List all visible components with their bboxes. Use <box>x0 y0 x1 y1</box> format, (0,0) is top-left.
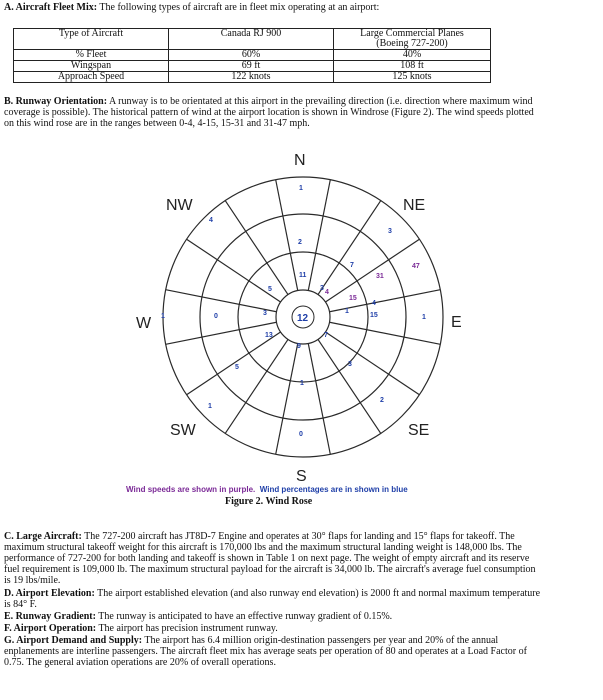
percentage-label: 2 <box>380 397 384 404</box>
percentage-label: 3 <box>388 228 392 235</box>
legend-speed-text: Wind speeds are shown in purple. <box>126 485 256 494</box>
table-cell: 69 ft <box>169 61 334 72</box>
section-d-paragraph <box>4 588 598 610</box>
percentage-label: 3 <box>348 361 352 368</box>
section-c-line: maximum structural takeoff weight for this aircraft is 170,000 lbs and the maximum structural landing weight is 148,000 lbs. The <box>4 542 522 553</box>
spoke-line <box>187 239 281 302</box>
table-cell: 122 knots <box>169 72 334 83</box>
fleet-mix-table <box>13 28 491 83</box>
table-header-line: Large Commercial Planes <box>360 28 464 39</box>
section-d-line: is 84° F. <box>4 599 37 610</box>
spoke-line <box>318 339 381 433</box>
spoke-line <box>276 343 298 454</box>
speed-label-47: 47 <box>412 263 420 270</box>
percentage-label: 0 <box>299 431 303 438</box>
spoke-line <box>166 322 277 344</box>
table-cell: 60% <box>169 50 334 61</box>
percentage-label: 3 <box>263 310 267 317</box>
direction-n: N <box>294 152 306 169</box>
spoke-line <box>276 180 298 291</box>
spoke-line <box>308 180 330 291</box>
section-g-line: enplanements are interline passengers. The aircraft fleet mix has average seats per operation of 80 and operates at a Load Factor of <box>4 646 527 657</box>
legend-percent-text: Wind percentages are in shown in blue <box>259 485 408 494</box>
percentage-label: 1 <box>422 314 426 321</box>
section-c-line: fuel requirement is 109,000 lb. The maximum structural payload for the aircraft is 34,000 lb. The aircraft's average fuel consumption <box>4 564 536 575</box>
table-header-cell <box>334 29 491 50</box>
table-cell: 40% <box>334 50 491 61</box>
table-cell: 108 ft <box>334 61 491 72</box>
section-d-text: The airport established elevation (and also runway end elevation) is 2000 ft and normal maximum temperature <box>94 588 541 599</box>
percentage-label: 1 <box>208 403 212 410</box>
spoke-line <box>325 332 419 395</box>
section-b-paragraph <box>4 96 598 129</box>
spoke-line <box>329 322 440 344</box>
percentage-label: 7 <box>350 262 354 269</box>
section-c-line <box>4 531 598 542</box>
section-b-heading: B. Runway Orientation: <box>4 96 108 107</box>
direction-w: W <box>136 315 152 332</box>
percentage-label: 5 <box>268 286 272 293</box>
section-c-text: The 727-200 aircraft has JT8D-7 Engine and operates at 30° flaps for landing and 15° flaps for takeoff. The <box>81 531 515 542</box>
section-c-line: performance of 727-200 for both landing and takeoff is shown in Table 1 on next page. The weight of empty aircraft and its reserve <box>4 553 530 564</box>
speed-label-31: 31 <box>376 273 384 280</box>
table-row <box>14 72 491 83</box>
section-g-line <box>4 635 598 646</box>
table-cell: Wingspan <box>14 61 169 72</box>
section-b-line: coverage is possible). The historical pattern of wind at the airport location is shown in Windrose (Figure 2). The wind speeds plotted <box>4 107 534 118</box>
percentage-label: 13 <box>265 332 273 339</box>
direction-s: S <box>296 468 307 484</box>
direction-nw: NW <box>166 197 193 214</box>
percentage-label: 0 <box>214 313 218 320</box>
table-cell: 125 knots <box>334 72 491 83</box>
percentage-label: 3 <box>320 285 324 292</box>
section-b-line <box>4 96 598 107</box>
table-header-cell: Canada RJ 900 <box>169 29 334 50</box>
section-a-line <box>4 2 379 13</box>
speed-label-15: 15 <box>349 295 357 302</box>
section-a-text: The following types of aircraft are in fleet mix operating at an airport: <box>97 2 380 13</box>
spoke-line <box>308 343 330 454</box>
direction-se: SE <box>408 422 430 439</box>
percentage-label: 15 <box>370 312 378 319</box>
table-cell: Approach Speed <box>14 72 169 83</box>
center-percentage: 12 <box>297 313 309 324</box>
spoke-line <box>225 201 288 295</box>
section-g-paragraph <box>4 635 598 668</box>
percentage-label: 4 <box>372 300 376 307</box>
percentage-label: 9 <box>297 343 301 350</box>
direction-e: E <box>451 314 462 331</box>
wind-rose-figure <box>118 150 488 484</box>
table-cell: % Fleet <box>14 50 169 61</box>
percentage-label: 1 <box>161 313 165 320</box>
spoke-line <box>187 332 281 395</box>
percentage-label: 1 <box>299 185 303 192</box>
section-d-heading: D. Airport Elevation: <box>4 588 95 599</box>
spoke-line <box>318 201 381 295</box>
table-header-cell: Type of Aircraft <box>14 29 169 50</box>
section-e-heading: E. Runway Gradient: <box>4 611 96 622</box>
section-e-line <box>4 611 392 622</box>
percentage-label: 1 <box>300 380 304 387</box>
section-f-line <box>4 623 278 634</box>
percentage-label: 7 <box>324 332 328 339</box>
section-b-text: A runway is to be orientated at this airport in the prevailing direction (i.e. direction where maximum wind <box>107 96 533 107</box>
speed-label-4: 4 <box>325 289 329 296</box>
section-g-line: 0.75. The general aviation operations are 20% of overall operations. <box>4 657 276 668</box>
spoke-line <box>166 290 277 312</box>
section-f-heading: F. Airport Operation: <box>4 623 97 634</box>
section-b-line: on this wind rose are in the ranges between 0-4, 4-15, 15-31 and 31-47 mph. <box>4 118 310 129</box>
section-g-text: The airport has 6.4 million origin-destination passengers per year and 20% of the annual <box>142 635 499 646</box>
table-header-row <box>14 29 491 50</box>
percentage-label: 5 <box>235 364 239 371</box>
percentage-label: 2 <box>298 239 302 246</box>
section-a-heading: A. Aircraft Fleet Mix: <box>4 2 98 13</box>
percentage-label: 11 <box>299 272 307 279</box>
direction-ne: NE <box>403 197 426 214</box>
section-f-text: The airport has precision instrument runway. <box>96 623 278 634</box>
table-row <box>14 50 491 61</box>
wind-rose-legend <box>126 485 408 494</box>
section-e-text: The runway is anticipated to have an effective runway gradient of 0.15%. <box>95 611 393 622</box>
section-c-heading: C. Large Aircraft: <box>4 531 82 542</box>
percentage-label: 1 <box>345 308 349 315</box>
direction-sw: SW <box>170 422 196 439</box>
spoke-line <box>325 239 419 302</box>
percentage-label: 4 <box>209 217 213 224</box>
section-d-line <box>4 588 598 599</box>
figure-caption: Figure 2. Wind Rose <box>225 496 313 507</box>
spoke-line <box>225 339 288 433</box>
section-g-heading: G. Airport Demand and Supply: <box>4 635 143 646</box>
table-header-line: (Boeing 727-200) <box>376 38 448 49</box>
section-c-paragraph <box>4 531 598 586</box>
section-c-line: is 19 lbs/mile. <box>4 575 61 586</box>
table-row <box>14 61 491 72</box>
